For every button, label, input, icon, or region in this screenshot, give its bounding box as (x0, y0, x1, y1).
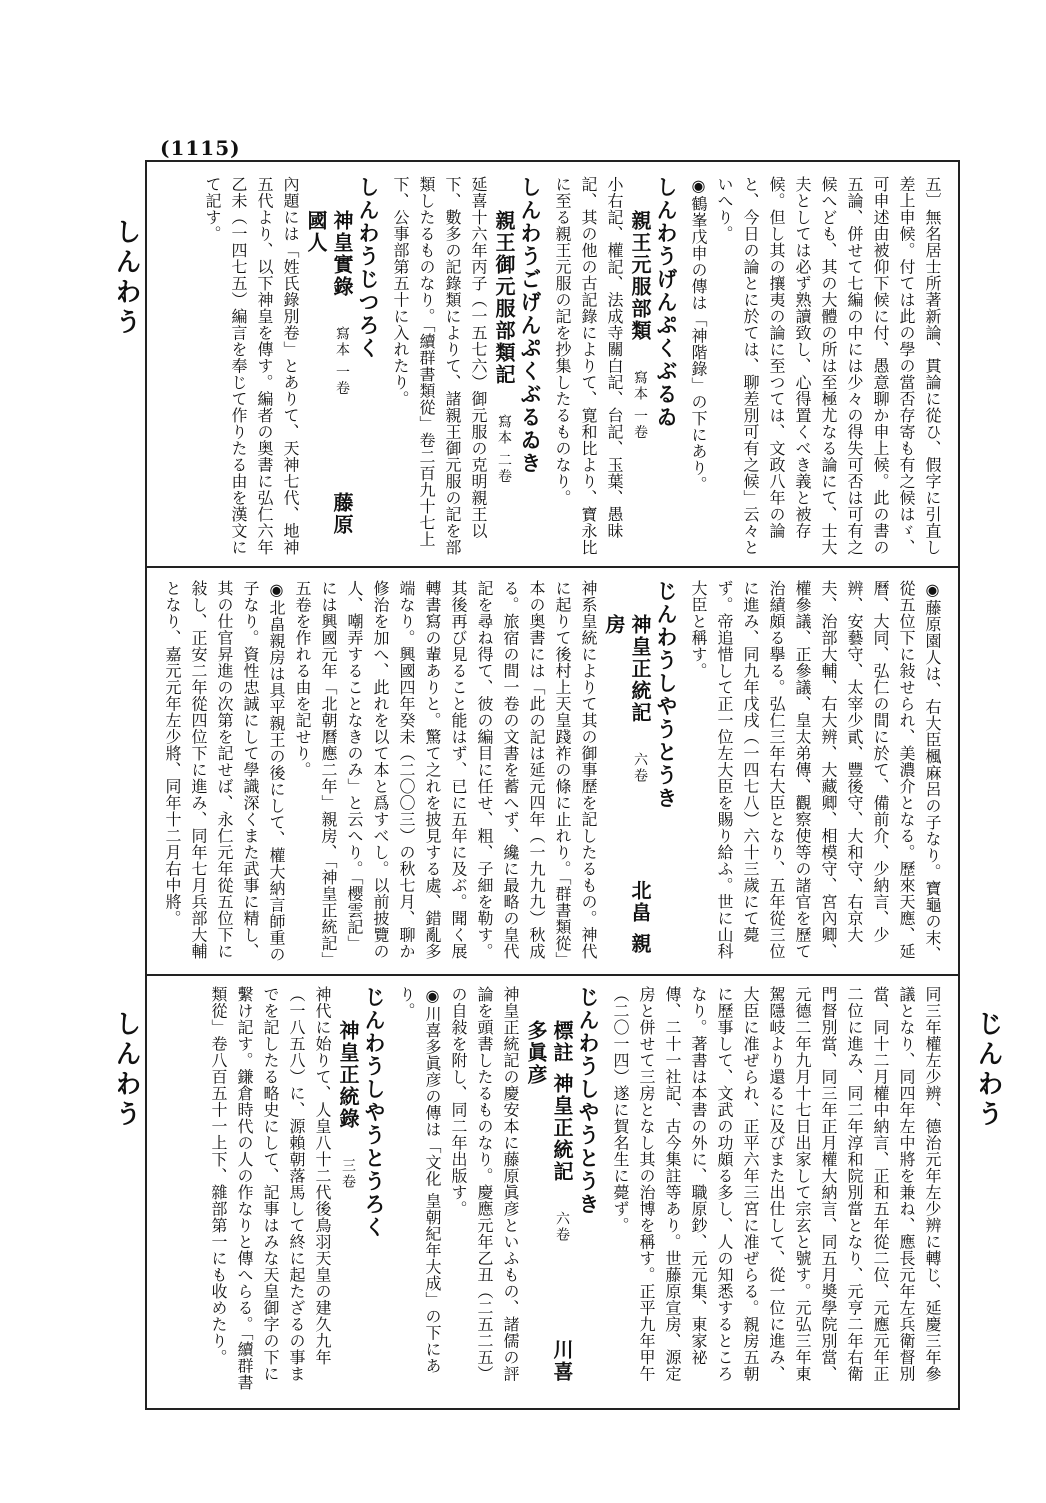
side-label-top-left: しんわう (111, 218, 141, 338)
entry-author: 川喜多眞彦 (524, 1020, 574, 1383)
entry-volume: 六卷 (554, 1194, 570, 1243)
entry-volume: 六卷 (632, 736, 648, 784)
entry-text: ◉北畠親房は具平親王の後にして、權大納言師重の子なり。資性忠誠にして學識深くまた武事に精し、其の仕官昇進の次第を記せば、永仁元年從五位下に敍し、正安二年從四位下に進み、同年七月兵部大輔となり、嘉元元年左少將、同年十二月右中將。 (163, 580, 286, 963)
entry-reading-heading: しんわうごげんぷくぶるゐき (518, 176, 543, 475)
entry-title-text: 神皇正統錄 (336, 1020, 360, 1130)
entry-title-text: 神皇實錄 (330, 210, 354, 298)
side-label-bottom-right: じんわう (973, 1010, 1003, 1130)
entry-text: 五〕無名居士所著新論、貫論に從ひ、假字に引直し差上申候。付ては此の學の當否存寄も有之候はゞ、可申述由被仰下候に付、愚意聊か申上候。此の書の五論、併せて七編の中には少々の得失可否は可有之候へども、其の大體の所は至極尤なる論にて、士大夫としては必ず熟讀致し、心得置くべき義と被存候。但し其の攘夷の論に至つては、文政八年の論と、今日の論とに於ては、聊差別可有之候」云々といへり。 (715, 176, 942, 556)
entry-title (523, 986, 575, 1396)
tier-top (160, 176, 945, 558)
entry-reading-heading: しんわうじつろく (356, 176, 381, 360)
side-label-bottom-left: しんわう (111, 1010, 141, 1130)
entry-volume: 寫本 一卷 (632, 354, 648, 441)
entry-title-text: 神皇正統記 (628, 614, 652, 724)
entry-author: 北畠 親房 (602, 614, 652, 955)
entry-volume: 三卷 (340, 1142, 356, 1190)
entry-text: 內題には「姓氏錄別卷」とありて、天神七代、地神五代より、以下神皇を傳す。編者の奥書に弘仁六年乙未（一四七五）編言を奉じて作りたる由を漢文にて記す。 (203, 176, 300, 556)
entry-author: 藤原 國人 (304, 210, 354, 537)
entry-reading-heading: じんわうしやうとうき (576, 986, 601, 1216)
entry-title (303, 176, 355, 558)
entry-volume: 寫本 二卷 (496, 398, 512, 485)
entry-title (335, 986, 361, 1396)
entry-text: ◉藤原園人は、右大臣楓麻呂の子なり。寶龜の末、從五位下に敍せられ、美濃介となる。歷來天應、延曆、大同、弘仁の間に於て、備前介、少納言、少辨、安藝守、太宰少貳、豐後守、大和守、右京大夫、治部大輔、右大辨、大藏卿、相模守、宮內卿、權參議、正參議、皇太弟傳、觀察使等の諸官を歷て治績頗る擧る。弘仁三年右大臣となり、五年從三位に進み、同九年戊戌（一四七八）六十三歲にて薨ず。帝追惜して正一位左大臣を賜り給ふ。世に山科大臣と稱す。 (689, 580, 942, 963)
tier-divider-2 (145, 974, 960, 976)
entry-text: 神皇正統記の慶安本に藤原眞彦といふもの、諸儒の評論を頭書したるものなり。慶應元年乙丑（二五二五）の自敍を附し、同二年出版す。 (449, 986, 520, 1382)
entry-title (601, 580, 653, 964)
entry-text: ◉川喜多眞彦の傳は「文化 皇朝紀年大成」の下にあり。 (397, 986, 442, 1375)
entry-volume: 寫本 一卷 (334, 310, 350, 397)
tier-divider-1 (145, 566, 960, 568)
entry-text: 神代に始りて、人皇八十二代後鳥羽天皇の建久九年（一八五八）に、源賴朝落馬して終に起たざるの事までを記したる略史にして、記事はみな天皇御字の下に繫け記す。鎌倉時代の人の作なりと傳へらる。「續群書類從」卷八百五十一上下、雜部第一にも收めたり。 (209, 986, 332, 1391)
entry-title-text: 親王御元服部類記 (492, 210, 516, 386)
entry-title (627, 176, 653, 558)
entry-reading-heading: じんわうしやうとうき (654, 580, 679, 810)
tier-bottom (160, 986, 945, 1396)
entry-title-text: 標註 神皇正統記 (550, 1020, 574, 1183)
entry-reading-heading: じんわうしやうとうろく (362, 986, 387, 1239)
entry-title (491, 176, 517, 558)
entry-text: 同三年權左少辨、德治元年左少辨に轉じ、延慶三年參議となり、同四年左中將を兼ね、應長元年左兵衛督別當、同十二月權中納言、正和五年從二位、元應元年正二位に進み、同二年淳和院別當となり、元亨二年右衛門督別當、同三年正月權大納言、同五月奬學院別當、元德二年九月十七日出家して宗玄と號す。元弘三年東駕隱岐より還るに及びまた出仕して、從一位に進み、大臣に准ぜられ、正平六年三宮に准ぜらる。親房五朝に歷事して、文武の功頗る多し、人の知悉するところなり。著書は本書の外に、職原鈔、元元集、東家祕傳、二十一社記、古今集註等あり。世藤原宣房、源定房と併せて三房となし其の治博を稱す。正平九年甲午（二〇一四）遂に賀名生に薨ず。 (611, 986, 942, 1382)
tier-middle (160, 580, 945, 964)
entry-text: 小右記、權記、法成寺關白記、台記、玉葉、愚昧記、其の他の古記錄によりて、寛和比より、寶永比に至る親王元服の記を抄集したるものなり。 (553, 176, 624, 556)
entry-text: 神系皇統によりて其の御事歷を記したるもの。神代に起りて後村上天皇踐祚の條に止れり。「群書類從」本の奥書には「此の記は延元四年（一九九九）秋成る。旅宿の間一卷の文書を蓄へず、纔に最略の皇代記を尋ね得て、彼の編目に任せ、粗、子細を勒す。其後再び見ること能はず、已に五年に及ぶ。聞く展轉書寫の輩ありと。驚て之れを披見する處、錯亂多端なり。興國四年癸未（二〇〇三）の秋七月、聊か修治を加へ、此れを以て本と爲すべし。以前披覽の人、嘲弄することなきのみ」と云へり。「樱雲記」には興國元年「北朝曆應二年」親房、「神皇正統記」五卷を作れる由を記せり。 (293, 580, 598, 960)
page-number: (1115) (160, 136, 241, 160)
entry-reading-heading: しんわうげんぷくぶるゐ (654, 176, 679, 429)
entry-title-text: 親王元服部類 (628, 210, 652, 342)
entry-text: ◉鶴峯戊申の傳は「神階錄」の下にあり。 (689, 176, 708, 493)
entry-text: 延喜十六年丙子（一五七六）御元服の克明親王以下、數多の記錄類によりて、諸親王御元服の記を部類したるものなり。「續群書類從」卷二百九十七上下、公事部第五十に入れたり。 (391, 176, 488, 556)
